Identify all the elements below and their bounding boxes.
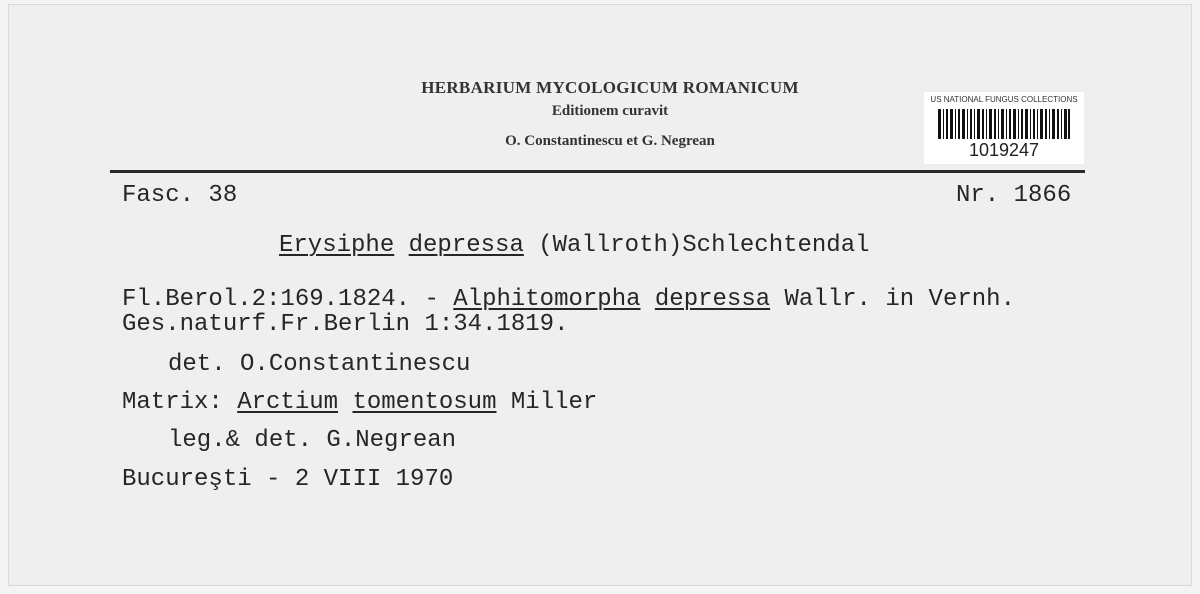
synonym-authority: Wallr. in Vernh. [770, 286, 1015, 313]
reference-line-2: Ges.naturf.Fr.Berlin 1:34.1819. [122, 311, 569, 338]
taxon-authority: (Wallroth)Schlechtendal [538, 232, 870, 259]
herbarium-subtitle: Editionem curavit [551, 103, 669, 119]
reference-line-1 [122, 286, 1015, 313]
taxon-genus: Erysiphe [279, 232, 395, 259]
synonym-genus: Alphitomorpha [453, 286, 641, 313]
reference-citation: Fl.Berol.2:169.1824. - [122, 286, 454, 313]
matrix-label: Matrix: [122, 389, 238, 416]
matrix-line [122, 389, 597, 416]
synonym-species: depressa [654, 286, 771, 313]
host-authority: Miller [496, 389, 598, 416]
collector: leg.& det. G.Negrean [168, 427, 457, 454]
fascicle: Fasc. 38 [122, 182, 238, 209]
taxon-name [279, 232, 870, 259]
herbarium-editors: O. Constantinescu et G. Negrean [505, 133, 715, 149]
host-genus: Arctium [237, 389, 339, 416]
herbarium-title: HERBARIUM MYCOLOGICUM ROMANICUM [421, 78, 799, 97]
barcode-icon [938, 109, 1070, 139]
taxon-species: depressa [408, 232, 524, 259]
header-divider [110, 170, 1085, 173]
determiner: det. O.Constantinescu [168, 351, 471, 378]
exsiccata-number: Nr. 1866 [956, 182, 1072, 209]
barcode-caption: US NATIONAL FUNGUS COLLECTIONS [930, 95, 1078, 104]
locality-date: Bucureşti - 2 VIII 1970 [122, 466, 454, 493]
host-species: tomentosum [352, 389, 497, 416]
catalog-number: 1019247 [968, 140, 1040, 160]
barcode-label [924, 92, 1084, 164]
